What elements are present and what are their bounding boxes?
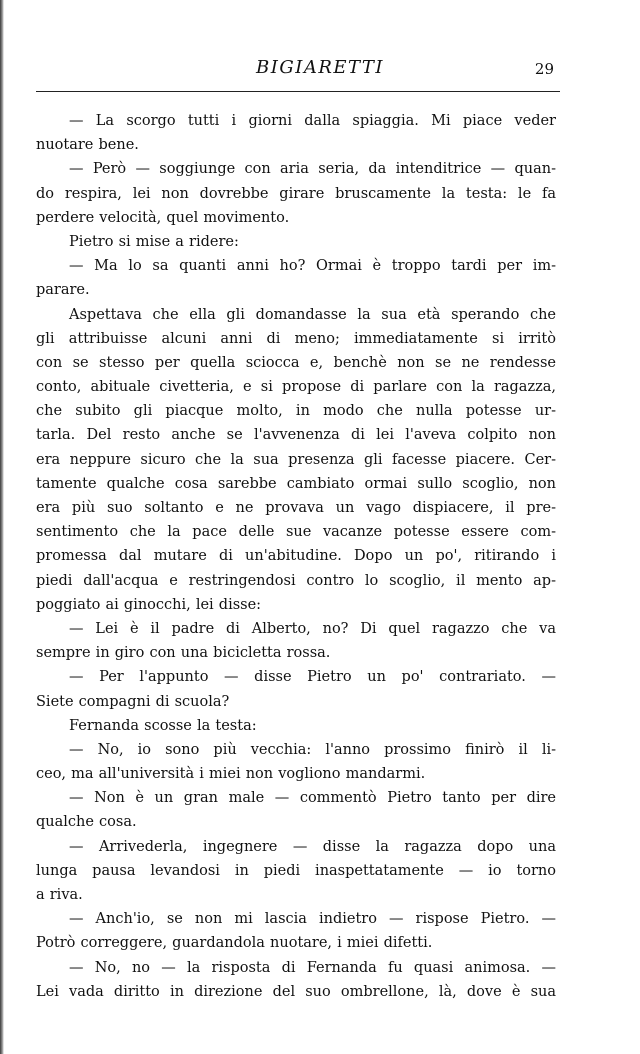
- header-rule: [36, 91, 560, 92]
- text-line: lunga pausa levandosi in piedi inaspettatamente — io torno: [36, 862, 556, 879]
- text-line: poggiato ai ginocchi, lei disse:: [36, 596, 262, 613]
- text-line: Lei vada diritto in direzione del suo ombrellone, là, dove è sua: [36, 983, 556, 1000]
- page-binding-edge: [0, 0, 4, 1054]
- text-line: — Non è un gran male — commentò Pietro tanto per dire: [69, 790, 556, 807]
- text-line: che subito gli piacque molto, in modo che nulla potesse ur-: [36, 403, 556, 420]
- text-line: piedi dall'acqua e restringendosi contro lo scoglio, il mento ap-: [36, 572, 556, 589]
- text-line: — Anch'io, se non mi lascia indietro — rispose Pietro. —: [69, 911, 556, 928]
- text-line: qualche cosa.: [36, 814, 137, 831]
- text-line: do respira, lei non dovrebbe girare bruscamente la testa: le fa: [36, 185, 556, 202]
- text-line: Potrò correggere, guardandola nuotare, i miei difetti.: [36, 935, 433, 952]
- page-number: 29: [534, 60, 554, 78]
- text-line: era neppure sicuro che la sua presenza gli facesse piacere. Cer-: [36, 451, 556, 468]
- text-line: a riva.: [36, 887, 83, 903]
- text-line: sempre in giro con una bicicletta rossa.: [36, 645, 331, 662]
- text-line: Fernanda scosse la testa:: [69, 717, 257, 734]
- text-line: nuotare bene.: [36, 137, 139, 154]
- text-line: — Però — soggiunge con aria seria, da intenditrice — quan-: [69, 161, 556, 178]
- text-line: — Ma lo sa quanti anni ho? Ormai è troppo tardi per im-: [69, 258, 556, 275]
- body-text: [36, 109, 556, 1004]
- text-line: sentimento che la pace delle sue vacanze potesse essere com-: [36, 524, 556, 541]
- text-line: parare.: [36, 282, 90, 299]
- text-line: con se stesso per quella sciocca e, benchè non se ne rendesse: [36, 354, 556, 371]
- running-title: BIGIARETTI: [256, 57, 384, 78]
- text-line: — Per l'appunto — disse Pietro un po' contrariato. —: [69, 669, 556, 686]
- text-line: tarla. Del resto anche se l'avvenenza di lei l'aveva colpito non: [36, 427, 556, 444]
- text-line: — No, io sono più vecchia: l'anno prossimo finirò il li-: [69, 741, 556, 758]
- text-line: conto, abituale civetteria, e si propose di parlare con la ragazza,: [36, 379, 556, 396]
- text-line: Aspettava che ella gli domandasse la sua età sperando che: [69, 306, 556, 323]
- text-line: — La scorgo tutti i giorni dalla spiaggia. Mi piace veder: [69, 113, 556, 129]
- text-line: ceo, ma all'università i miei non vogliono mandarmi.: [36, 766, 426, 783]
- text-line: gli attribuisse alcuni anni di meno; immediatamente si irritò: [36, 330, 556, 347]
- text-line: era più suo soltanto e ne provava un vago dispiacere, il pre-: [36, 500, 556, 516]
- text-line: Pietro si mise a ridere:: [69, 233, 239, 250]
- text-line: promessa dal mutare di un'abitudine. Dopo un po', ritirando i: [36, 548, 556, 565]
- text-line: perdere velocità, quel movimento.: [36, 209, 290, 226]
- text-line: — No, no — la risposta di Fernanda fu quasi animosa. —: [69, 959, 556, 976]
- text-line: tamente qualche cosa sarebbe cambiato ormai sullo scoglio, non: [36, 475, 556, 492]
- text-line: Siete compagni di scuola?: [36, 693, 230, 710]
- text-line: — Lei è il padre di Alberto, no? Di quel ragazzo che va: [69, 620, 556, 637]
- text-line: — Arrivederla, ingegnere — disse la ragazza dopo una: [69, 838, 556, 855]
